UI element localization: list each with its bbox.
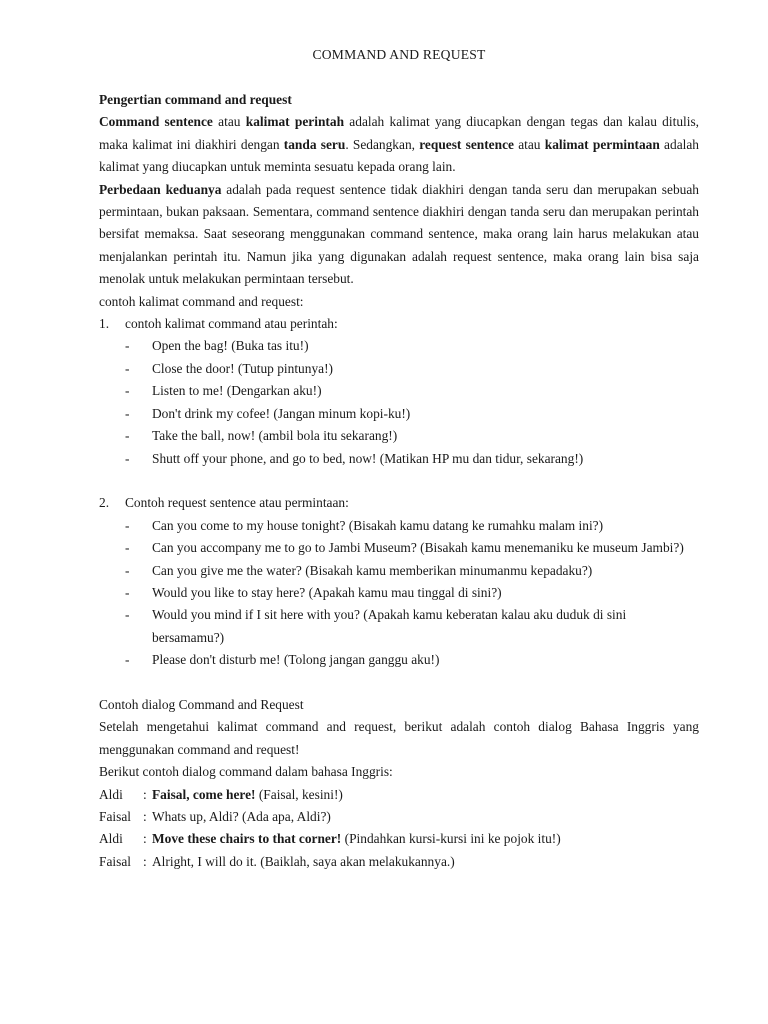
list-item-text: Listen to me! (Dengarkan aku!) — [152, 383, 322, 399]
term-tanda-seru: tanda seru — [283, 136, 346, 152]
list-item — [99, 403, 699, 425]
document-title: COMMAND AND REQUEST — [312, 47, 486, 62]
text-span: . Sedangkan, — [345, 136, 420, 152]
list-number: 2. — [99, 495, 110, 511]
list-item — [99, 537, 699, 559]
speaker-name: Faisal — [99, 808, 131, 824]
speaker-name: Aldi — [99, 786, 123, 802]
dialog-intro: Setelah mengetahui kalimat command and request, berikut adalah contoh dialog Bahasa Inggris yang menggunakan command and request! — [99, 719, 699, 757]
list-heading-text: contoh kalimat command atau perintah: — [125, 316, 338, 332]
dialog-line — [99, 784, 699, 806]
list-item-text: Can you accompany me to go to Jambi Museum? (Bisakah kamu menemaniku ke museum Jambi?) — [152, 540, 684, 556]
term-perbedaan-keduanya: Perbedaan keduanya — [99, 181, 222, 197]
command-list — [99, 335, 699, 469]
dialog-text: (Faisal, kesini!) — [255, 786, 343, 802]
list-item-text: Please don't disturb me! (Tolong jangan ganggu aku!) — [152, 652, 440, 668]
difference-paragraph — [99, 179, 699, 291]
list-item — [99, 425, 699, 447]
speaker-name: Aldi — [99, 831, 123, 847]
list-item-text: Would you mind if I sit here with you? (Apakah kamu keberatan kalau aku duduk di sini bersamamu?) — [152, 607, 627, 645]
list-item-text: Take the ball, now! (ambil bola itu sekarang!) — [152, 428, 398, 444]
request-list-heading — [99, 492, 699, 514]
dialog-subheading: Berikut contoh dialog command dalam bahasa Inggris: — [99, 764, 393, 780]
dialog-line — [99, 806, 699, 828]
dialog-line — [99, 828, 699, 850]
list-item-text: Would you like to stay here? (Apakah kamu mau tinggal di sini?) — [152, 584, 502, 600]
request-list — [99, 515, 699, 672]
list-item — [99, 448, 699, 470]
list-item — [99, 380, 699, 402]
definition-heading: Pengertian command and request — [99, 92, 292, 107]
list-item — [99, 649, 699, 671]
list-item — [99, 515, 699, 537]
list-item — [99, 604, 699, 649]
text-span: atau — [513, 136, 545, 152]
dialog-lines — [99, 784, 699, 874]
dash-bullet: - — [125, 607, 130, 623]
dash-bullet: - — [125, 428, 130, 444]
text-span: adalah pada request sentence tidak diakhiri dengan tanda seru dan merupakan sebuah permintaan, bukan paksaan. Sementara, command sentence diakhiri dengan tanda seru dan merupakan perintah bersifat memaksa. Saat seseorang menggunakan command sentence, maka orang lain harus melakukan atau menjalankan perintah itu. Namun jika yang digunakan adalah request sentence, maka orang lain bisa saja menolak untuk melakukan permintaan tersebut. — [99, 181, 699, 287]
dialog-text: Alright, I will do it. (Baiklah, saya akan melakukannya.) — [152, 853, 455, 869]
list-item-text: Can you give me the water? (Bisakah kamu memberikan minumanmu kepadaku?) — [152, 562, 593, 578]
dash-bullet: - — [125, 450, 130, 466]
list-item-text: Can you come to my house tonight? (Bisakah kamu datang ke rumahku malam ini?) — [152, 517, 604, 533]
list-item-text: Close the door! (Tutup pintunya!) — [152, 360, 334, 376]
list-item-text: Shutt off your phone, and go to bed, now! (Matikan HP mu dan tidur, sekarang!) — [152, 450, 584, 466]
dash-bullet: - — [125, 517, 130, 533]
term-command-sentence: Command sentence — [99, 114, 213, 130]
list-heading-text: Contoh request sentence atau permintaan: — [125, 495, 349, 511]
list-item — [99, 335, 699, 357]
dialog-line — [99, 851, 699, 873]
dash-bullet: - — [125, 652, 130, 668]
dash-bullet: - — [125, 383, 130, 399]
dialog-text: Whats up, Aldi? (Ada apa, Aldi?) — [152, 808, 331, 824]
command-list-heading — [99, 313, 699, 335]
term-kalimat-permintaan: kalimat permintaan — [544, 136, 660, 152]
dash-bullet: - — [125, 584, 130, 600]
list-number: 1. — [99, 316, 110, 332]
document-body — [99, 89, 699, 873]
spacer — [99, 672, 699, 694]
term-kalimat-perintah: kalimat perintah — [245, 114, 345, 130]
examples-intro: contoh kalimat command and request: — [99, 293, 304, 309]
speaker-colon: : — [143, 786, 147, 802]
list-item — [99, 358, 699, 380]
definition-paragraph — [99, 111, 699, 178]
text-span: adalah kalimat yang diucapkan dengan tegas dan kalau ditulis, maka kalimat ini diakhiri dengan — [99, 114, 700, 152]
speaker-name: Faisal — [99, 853, 131, 869]
spacer — [99, 470, 699, 492]
list-item — [99, 582, 699, 604]
dialog-text: (Pindahkan kursi-kursi ini ke pojok itu!) — [341, 831, 561, 847]
list-item — [99, 560, 699, 582]
dash-bullet: - — [125, 540, 130, 556]
speaker-colon: : — [143, 808, 147, 824]
list-item-text: Don't drink my cofee! (Jangan minum kopi-ku!) — [152, 405, 411, 421]
list-item-text: Open the bag! (Buka tas itu!) — [152, 338, 309, 354]
dialog-heading: Contoh dialog Command and Request — [99, 696, 304, 712]
dialog-command: Move these chairs to that corner! — [152, 831, 342, 847]
text-span: atau — [212, 114, 246, 130]
speaker-colon: : — [143, 853, 147, 869]
dash-bullet: - — [125, 562, 130, 578]
dash-bullet: - — [125, 360, 130, 376]
text-span: adalah kalimat yang diucapkan untuk meminta sesuatu kepada orang lain. — [99, 136, 700, 175]
dash-bullet: - — [125, 405, 130, 421]
dialog-command: Faisal, come here! — [152, 786, 256, 802]
term-request-sentence: request sentence — [419, 136, 514, 152]
speaker-colon: : — [143, 831, 147, 847]
dash-bullet: - — [125, 338, 130, 354]
